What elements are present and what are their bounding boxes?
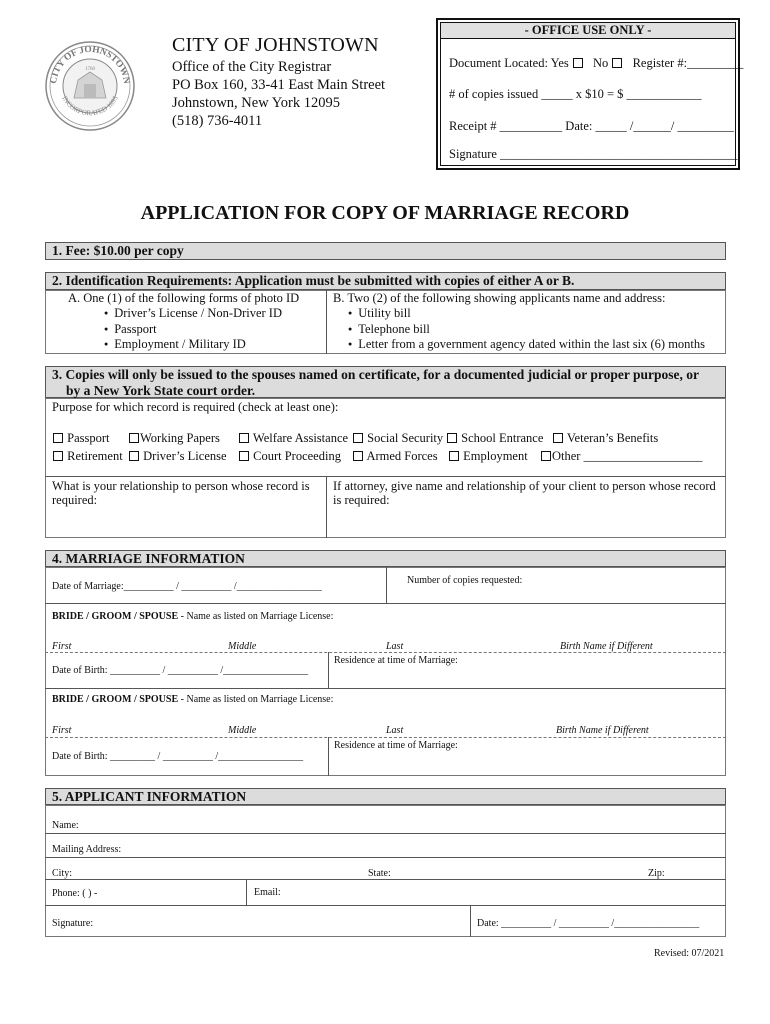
- dob-divider: [328, 737, 329, 776]
- id-requirements-heading: 2. Identification Requirements: Application must be submitted with copies of either A or B.: [45, 272, 726, 290]
- purpose-label-text: Retirement: [67, 449, 123, 463]
- form-title: APPLICATION FOR COPY OF MARRIAGE RECORD: [140, 202, 630, 224]
- row-divider: [45, 688, 726, 689]
- copies-restriction-heading: [45, 366, 726, 398]
- signature-divider: [470, 905, 471, 937]
- zip-field[interactable]: Zip:: [648, 868, 665, 879]
- spouse1-birth-name-label: Birth Name if Different: [560, 641, 653, 652]
- no-label: No: [593, 56, 609, 70]
- checkbox-icon[interactable]: [353, 433, 363, 443]
- spouse1-last-label: Last: [386, 641, 404, 652]
- checkbox-icon[interactable]: [553, 433, 563, 443]
- checkbox-icon[interactable]: [449, 451, 459, 461]
- svg-text:INCORPORATED 1895: INCORPORATED 1895: [60, 94, 120, 118]
- name-line: [45, 737, 726, 738]
- applicant-signature-field[interactable]: Signature:: [52, 918, 94, 929]
- purpose-label-text: Other ___________________: [552, 449, 703, 463]
- spouse1-label: BRIDE / GROOM / SPOUSE: [52, 611, 179, 622]
- spouse2-note: Name as listed on Marriage License:: [186, 694, 334, 705]
- purpose-label-text: Driver’s License: [143, 449, 227, 463]
- purpose-label: Purpose for which record is required (check at least one):: [52, 400, 339, 414]
- option-b-list: [348, 306, 705, 353]
- option-b-item: ● Letter from a government agency dated within the last six (6) months: [348, 337, 705, 353]
- spouse2-label: BRIDE / GROOM / SPOUSE: [52, 694, 179, 705]
- purpose-label-text: Welfare Assistance: [252, 431, 349, 445]
- no-checkbox[interactable]: [612, 58, 622, 68]
- purpose-label-text: Armed Forces: [366, 449, 438, 463]
- city-title: CITY OF JOHNSTOWN: [172, 34, 379, 56]
- street-address: PO Box 160, 33-41 East Main Street: [172, 77, 386, 93]
- option-a-list: [104, 306, 282, 353]
- spouse1-heading: BRIDE / GROOM / SPOUSE - Name as listed on Marriage License:: [52, 611, 334, 622]
- checkbox-icon[interactable]: [239, 433, 249, 443]
- applicant-name-field[interactable]: Name:: [52, 820, 79, 831]
- option-a-item: ● Employment / Military ID: [104, 337, 282, 353]
- row-divider: [45, 857, 726, 858]
- office-use-heading: - OFFICE USE ONLY -: [441, 23, 735, 39]
- phone-field[interactable]: Phone: ( ) -: [52, 888, 98, 899]
- phone-divider: [246, 879, 247, 905]
- marriage-date-divider: [386, 567, 387, 603]
- spouse1-residence-field[interactable]: Residence at time of Marriage:: [334, 655, 458, 666]
- spouse2-first-label: First: [52, 725, 72, 736]
- dob-divider: [328, 652, 329, 688]
- option-a-item: ● Driver’s License / Non-Driver ID: [104, 306, 282, 322]
- id-divider: [326, 290, 327, 354]
- office-use-box: [436, 18, 744, 170]
- option-b-item: ● Utility bill: [348, 306, 705, 322]
- checkbox-icon[interactable]: [129, 433, 139, 443]
- purpose-label-text: Passport: [67, 431, 110, 445]
- city-field[interactable]: City:: [52, 868, 73, 879]
- copies-restriction-line1: 3. Copies will only be issued to the spouses named on certificate, for a documented judicial or proper purpose, or: [52, 367, 700, 382]
- checkbox-icon[interactable]: [239, 451, 249, 461]
- spouse2-heading: BRIDE / GROOM / SPOUSE - Name as listed on Marriage License:: [52, 694, 334, 705]
- fee-section-heading: 1. Fee: $10.00 per copy: [45, 242, 726, 260]
- purpose-social-security[interactable]: [352, 431, 443, 446]
- signature-date-field[interactable]: Date: __________ / __________ /_________________: [477, 918, 700, 929]
- purpose-label-text: Court Proceeding: [253, 449, 341, 463]
- copies-restriction-line2: by a New York State court order.: [66, 382, 256, 398]
- number-of-copies-field[interactable]: Number of copies requested:: [407, 575, 523, 586]
- receipt-line[interactable]: Receipt # __________ Date: _____ /______/ _________: [449, 119, 734, 133]
- checkbox-icon[interactable]: [129, 451, 139, 461]
- purpose-school-entrance[interactable]: [446, 431, 543, 446]
- purpose-label-text: Employment: [463, 449, 528, 463]
- city-seal-logo: [44, 40, 136, 132]
- applicant-info-heading: 5. APPLICANT INFORMATION: [45, 788, 726, 805]
- checkbox-icon[interactable]: [53, 433, 63, 443]
- purpose-label-text: School Entrance: [461, 431, 544, 445]
- spouse2-birth-name-label: Birth Name if Different: [556, 725, 649, 736]
- purpose-employment[interactable]: [448, 449, 528, 464]
- date-of-marriage-field[interactable]: Date of Marriage:__________ / __________ /_________________: [52, 581, 322, 592]
- name-line: [45, 652, 726, 653]
- purpose-other[interactable]: [540, 449, 702, 464]
- state-field[interactable]: State:: [368, 868, 391, 879]
- copies-issued-line[interactable]: # of copies issued _____ x $10 = $ ____________: [449, 87, 702, 101]
- row-divider: [45, 905, 726, 906]
- document-located-label: Document Located: Yes: [449, 56, 569, 70]
- purpose-drivers-license[interactable]: [128, 449, 227, 464]
- row-divider: [45, 603, 726, 604]
- register-number[interactable]: Register #:_________: [632, 56, 744, 70]
- yes-checkbox[interactable]: [573, 58, 583, 68]
- row-divider: [45, 833, 726, 834]
- mailing-address-field[interactable]: Mailing Address:: [52, 844, 122, 855]
- svg-text:CITY OF JOHNSTOWN: CITY OF JOHNSTOWN: [48, 44, 132, 85]
- purpose-armed-forces[interactable]: [352, 449, 438, 464]
- registrar-office: Office of the City Registrar: [172, 59, 332, 75]
- purpose-welfare[interactable]: [238, 431, 348, 446]
- purpose-passport[interactable]: [52, 431, 110, 446]
- row-divider: [45, 879, 726, 880]
- relationship-divider: [326, 476, 327, 538]
- purpose-divider: [45, 476, 726, 477]
- svg-text:1760: 1760: [85, 67, 95, 72]
- checkbox-icon[interactable]: [447, 433, 457, 443]
- purpose-working-papers[interactable]: [128, 431, 220, 446]
- attorney-field[interactable]: If attorney, give name and relationship of your client to person whose record is required:: [333, 479, 716, 507]
- checkbox-icon[interactable]: [353, 451, 363, 461]
- option-b-heading: B. Two (2) of the following showing applicants name and address:: [333, 291, 666, 305]
- revision-date: Revised: 07/2021: [654, 948, 725, 959]
- city-state-zip: Johnstown, New York 12095: [172, 95, 340, 111]
- spouse2-dob-field[interactable]: Date of Birth: _________ / __________ /_________________: [52, 751, 304, 762]
- email-field[interactable]: Email:: [254, 887, 281, 898]
- document-located-line: [449, 56, 743, 71]
- purpose-court[interactable]: [238, 449, 341, 464]
- option-a-item: ● Passport: [104, 322, 282, 338]
- phone-number: (518) 736-4011: [172, 113, 263, 129]
- purpose-veterans[interactable]: [552, 431, 658, 446]
- purpose-label-text: Social Security: [367, 431, 444, 445]
- relationship-field[interactable]: What is your relationship to person whose record is required:: [52, 479, 310, 507]
- purpose-box: [45, 398, 726, 538]
- purpose-label-text: Working Papers: [140, 431, 220, 445]
- marriage-info-heading: 4. MARRIAGE INFORMATION: [45, 550, 726, 567]
- option-b-item: ● Telephone bill: [348, 322, 705, 338]
- spouse1-first-label: First: [52, 641, 72, 652]
- spouse1-dob-field[interactable]: Date of Birth: __________ / __________ /_________________: [52, 665, 309, 676]
- office-signature-line[interactable]: Signature ______________________________________: [449, 147, 738, 161]
- purpose-retirement[interactable]: [52, 449, 123, 464]
- spouse2-residence-field[interactable]: Residence at time of Marriage:: [334, 740, 458, 751]
- spouse2-middle-label: Middle: [228, 725, 257, 736]
- purpose-label-text: Veteran’s Benefits: [566, 431, 659, 445]
- checkbox-icon[interactable]: [541, 451, 551, 461]
- spouse1-middle-label: Middle: [228, 641, 257, 652]
- checkbox-icon[interactable]: [53, 451, 63, 461]
- option-a-heading: A. One (1) of the following forms of photo ID: [68, 291, 300, 305]
- spouse1-note: Name as listed on Marriage License:: [186, 611, 334, 622]
- spouse2-last-label: Last: [386, 725, 404, 736]
